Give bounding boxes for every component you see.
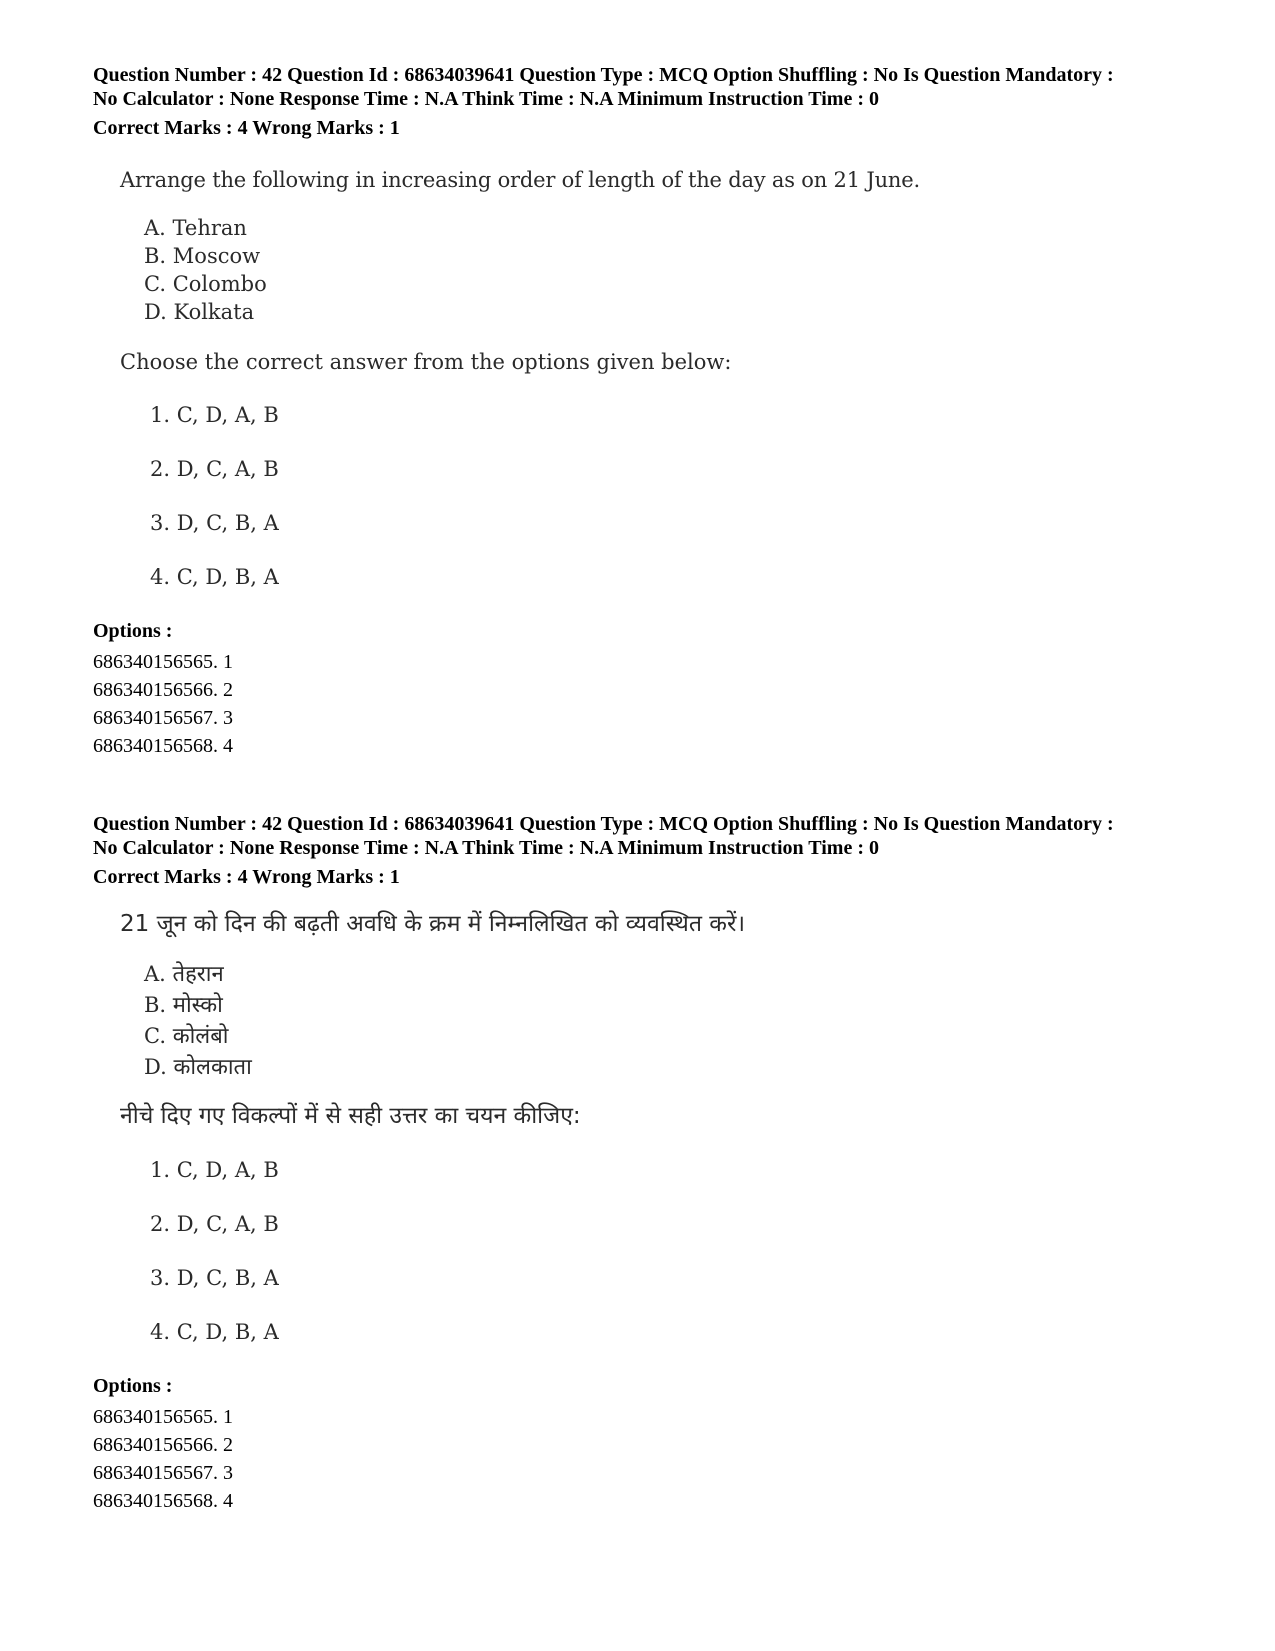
question-meta-line-1: Question Number : 42 Question Id : 68634039641 Question Type : MCQ Option Shuffling : No Is Question Mandatory : <box>93 813 1114 835</box>
item-text: कोलकाता <box>173 1055 252 1080</box>
answer-choice: 4. C, D, B, A <box>150 1320 279 1344</box>
item-text: Kolkata <box>173 300 255 324</box>
option-id: 686340156567. 3 <box>93 1462 233 1484</box>
option-id: 686340156565. 1 <box>93 651 233 673</box>
item-letter: B. <box>144 244 167 268</box>
option-id: 686340156566. 2 <box>93 679 233 701</box>
options-list <box>93 648 1213 760</box>
answer-choice: 2. D, C, A, B <box>150 457 279 481</box>
option-id: 686340156566. 2 <box>93 1434 233 1456</box>
item-list <box>144 959 1213 1083</box>
item-text: कोलंबो <box>172 1024 229 1049</box>
question-stem: 21 जून को दिन की बढ़ती अवधि के क्रम में निम्नलिखित को व्यवस्थित करें। <box>120 911 746 937</box>
list-item <box>144 959 1213 990</box>
item-text: मोस्को <box>172 993 223 1018</box>
item-text: Colombo <box>172 272 267 296</box>
options-list <box>93 1403 1213 1515</box>
list-item <box>144 298 1213 326</box>
item-text: Moscow <box>172 244 261 268</box>
item-letter: C. <box>144 272 166 296</box>
list-item <box>144 242 1213 270</box>
question-content <box>120 909 1213 1346</box>
question-meta-line-1: Question Number : 42 Question Id : 68634039641 Question Type : MCQ Option Shuffling : No Is Question Mandatory : <box>93 64 1114 86</box>
options-heading: Options : <box>93 620 173 642</box>
question-meta-line-2: No Calculator : None Response Time : N.A Think Time : N.A Minimum Instruction Time : 0 <box>93 88 879 110</box>
choose-instruction: नीचे दिए गए विकल्पों में से सही उत्तर का चयन कीजिए: <box>120 1103 581 1129</box>
list-item <box>144 1052 1213 1083</box>
list-item <box>144 1021 1213 1052</box>
item-text: Tehran <box>172 216 247 240</box>
question-stem: Arrange the following in increasing order of length of the day as on 21 June. <box>120 168 920 192</box>
answer-choice: 1. C, D, A, B <box>150 1158 279 1182</box>
question-marks: Correct Marks : 4 Wrong Marks : 1 <box>93 866 400 888</box>
question-meta-line-2: No Calculator : None Response Time : N.A Think Time : N.A Minimum Instruction Time : 0 <box>93 837 879 859</box>
item-letter: B. <box>144 993 167 1017</box>
answer-choice: 4. C, D, B, A <box>150 565 279 589</box>
answer-choice: 1. C, D, A, B <box>150 403 279 427</box>
item-letter: C. <box>144 1024 166 1048</box>
item-text: तेहरान <box>172 962 224 987</box>
options-heading: Options : <box>93 1375 173 1397</box>
answer-choice: 3. D, C, B, A <box>150 511 279 535</box>
list-item <box>144 270 1213 298</box>
item-letter: D. <box>144 1055 167 1079</box>
option-id: 686340156567. 3 <box>93 707 233 729</box>
item-letter: A. <box>144 962 166 986</box>
list-item <box>144 214 1213 242</box>
question-content <box>120 166 1213 591</box>
item-list <box>144 214 1213 326</box>
list-item <box>144 990 1213 1021</box>
option-id: 686340156568. 4 <box>93 1490 233 1512</box>
question-block-hindi <box>93 812 1213 1515</box>
question-block-english <box>93 63 1213 760</box>
answer-list <box>150 401 1213 591</box>
answer-list <box>150 1156 1213 1346</box>
item-letter: A. <box>144 216 166 240</box>
choose-instruction: Choose the correct answer from the options given below: <box>120 350 732 374</box>
option-id: 686340156568. 4 <box>93 735 233 757</box>
question-marks: Correct Marks : 4 Wrong Marks : 1 <box>93 117 400 139</box>
answer-choice: 2. D, C, A, B <box>150 1212 279 1236</box>
answer-choice: 3. D, C, B, A <box>150 1266 279 1290</box>
item-letter: D. <box>144 300 167 324</box>
option-id: 686340156565. 1 <box>93 1406 233 1428</box>
